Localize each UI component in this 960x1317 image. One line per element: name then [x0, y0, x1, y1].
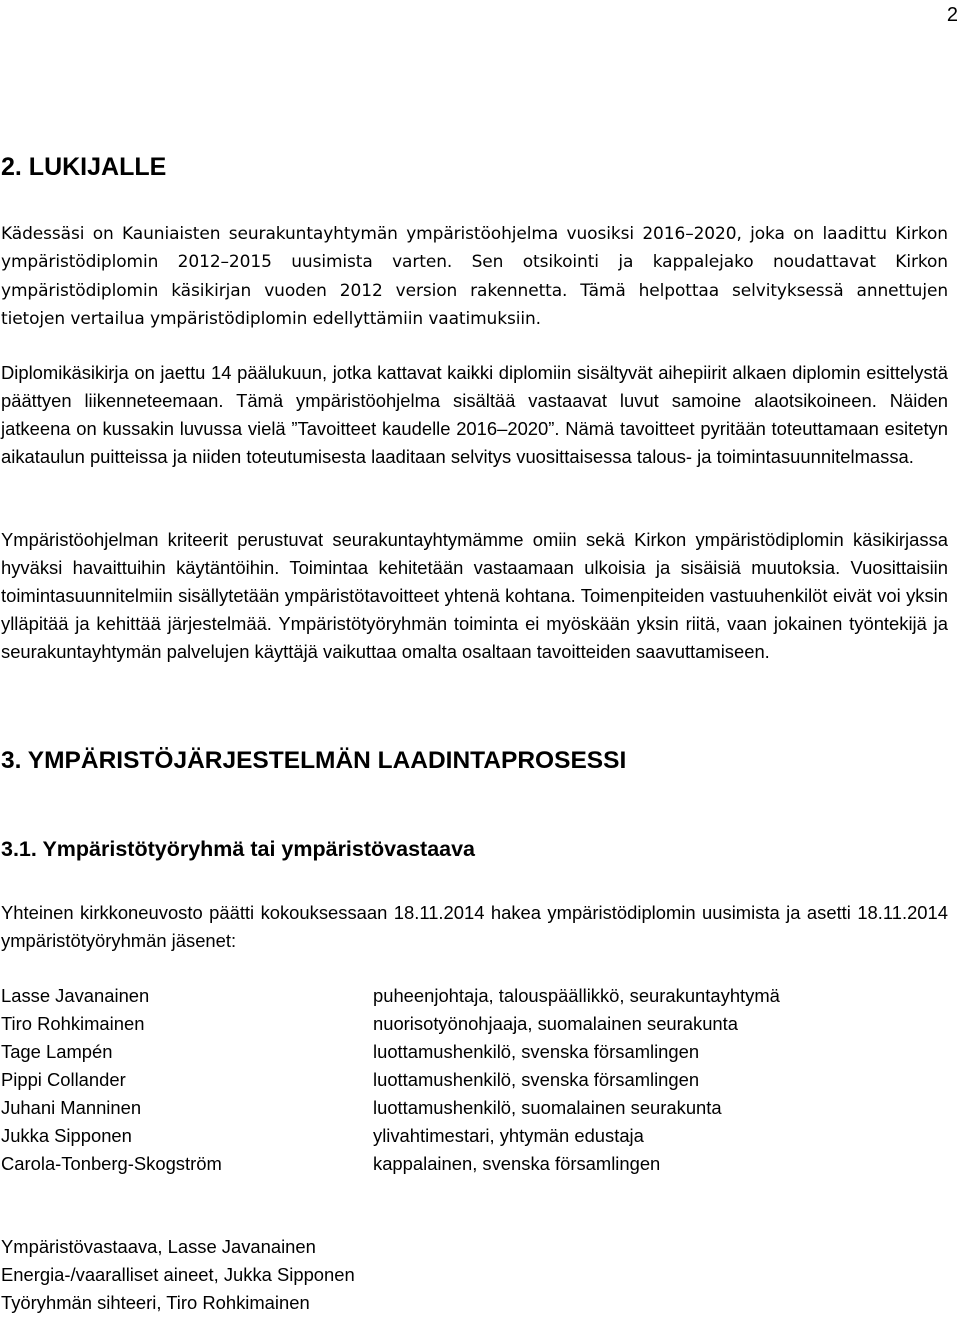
- member-row: [1, 1094, 948, 1122]
- member-row: [1, 1150, 948, 1178]
- member-role: puheenjohtaja, talouspäällikkö, seurakuntayhtymä: [373, 985, 780, 1006]
- member-name: Carola-Tonberg-Skogström: [1, 1153, 222, 1174]
- member-role: ylivahtimestari, yhtymän edustaja: [373, 1125, 644, 1146]
- page-number: 2: [946, 4, 958, 26]
- section-heading-process: 3. YMPÄRISTÖJÄRJESTELMÄN LAADINTAPROSESSI: [1, 747, 627, 774]
- contact-list: [1, 1233, 355, 1317]
- member-row: [1, 1038, 948, 1066]
- member-name: Tiro Rohkimainen: [1, 1013, 145, 1034]
- contact-line: Ympäristövastaava, Lasse Javanainen: [1, 1236, 316, 1257]
- member-role: luottamushenkilö, suomalainen seurakunta: [373, 1097, 722, 1118]
- paragraph-criteria: Ympäristöohjelman kriteerit perustuvat seurakuntayhtymämme omiin sekä Kirkon ympäristödiplomin käsikirjassa hyväksi havaittuihin käytäntöihin. Toimintaa kehitetään vastaamaan ulkoisia ja sisäisiä muutoksia. Vuosittaisiin toimintasuunnitelmiin sisällytetään ympäristötavoitteet yhtenä kohtana. Toimenpiteiden vastuuhenkilöt eivät voi yksin ylläpitää ja kehittää järjestelmää. Ympäristötyöryhmän toiminta ei myöskään yksin riitä, vaan jokainen työntekijä ja seurakuntayhtymän palvelujen käyttäjä vaikuttaa omalta osaltaan tavoitteiden saavuttamiseen.: [1, 529, 948, 662]
- member-row: [1, 982, 948, 1010]
- member-list: [1, 982, 948, 1178]
- subsection-heading-group: 3.1. Ympäristötyöryhmä tai ympäristövastaava: [1, 837, 476, 861]
- member-name: Jukka Sipponen: [1, 1125, 132, 1146]
- member-role: luottamushenkilö, svenska församlingen: [373, 1041, 700, 1062]
- member-row: [1, 1010, 948, 1038]
- paragraph-handbook: Diplomikäsikirja on jaettu 14 päälukuun, jotka kattavat kaikki diplomiin sisältyvät aihepiirit alkaen diplomin esittelystä päättyen liikenneteemaan. Tämä ympäristöohjelma sisältää vastaavat luvut samoine alaotsikoineen. Näiden jatkeena on kussakin luvussa vielä ”Tavoitteet kaudelle 2016–2020”. Nämä tavoitteet pyritään toteuttamaan esitetyn aikataulun puitteissa ja niiden toteutumisesta laaditaan selvitys vuosittaisessa talous- ja toimintasuunnitelmassa.: [1, 362, 948, 467]
- member-role: kappalainen, svenska församlingen: [373, 1153, 661, 1174]
- member-role: luottamushenkilö, svenska församlingen: [373, 1069, 700, 1090]
- member-row: [1, 1066, 948, 1094]
- member-name: Juhani Manninen: [1, 1097, 142, 1118]
- contact-line: Energia-/vaaralliset aineet, Jukka Sipponen: [1, 1264, 355, 1285]
- member-name: Lasse Javanainen: [1, 985, 150, 1006]
- member-name: Pippi Collander: [1, 1069, 126, 1090]
- section-heading-lukijalle: 2. LUKIJALLE: [1, 153, 167, 181]
- paragraph-group-intro: Yhteinen kirkkoneuvosto päätti kokouksessaan 18.11.2014 hakea ympäristödiplomin uusimista ja asetti 18.11.2014 ympäristötyöryhmän jäsenet:: [1, 902, 948, 951]
- member-name: Tage Lampén: [1, 1041, 113, 1062]
- contact-line: Työryhmän sihteeri, Tiro Rohkimainen: [1, 1292, 310, 1313]
- member-role: nuorisotyönohjaaja, suomalainen seurakunta: [373, 1013, 738, 1034]
- paragraph-intro: Kädessäsi on Kauniaisten seurakuntayhtymän ympäristöohjelma vuosiksi 2016–2020, joka on laadittu Kirkon ympäristödiplomin 2012–2015 uusimista varten. Sen otsikointi ja kappalejako noudattavat Kirkon ympäristödiplomin käsikirjan vuoden 2012 version rakennetta. Tämä helpottaa selvityksessä annettujen tietojen vertailua ympäristödiplomin edellyttämiin vaatimuksiin.: [1, 224, 948, 329]
- member-row: [1, 1122, 948, 1150]
